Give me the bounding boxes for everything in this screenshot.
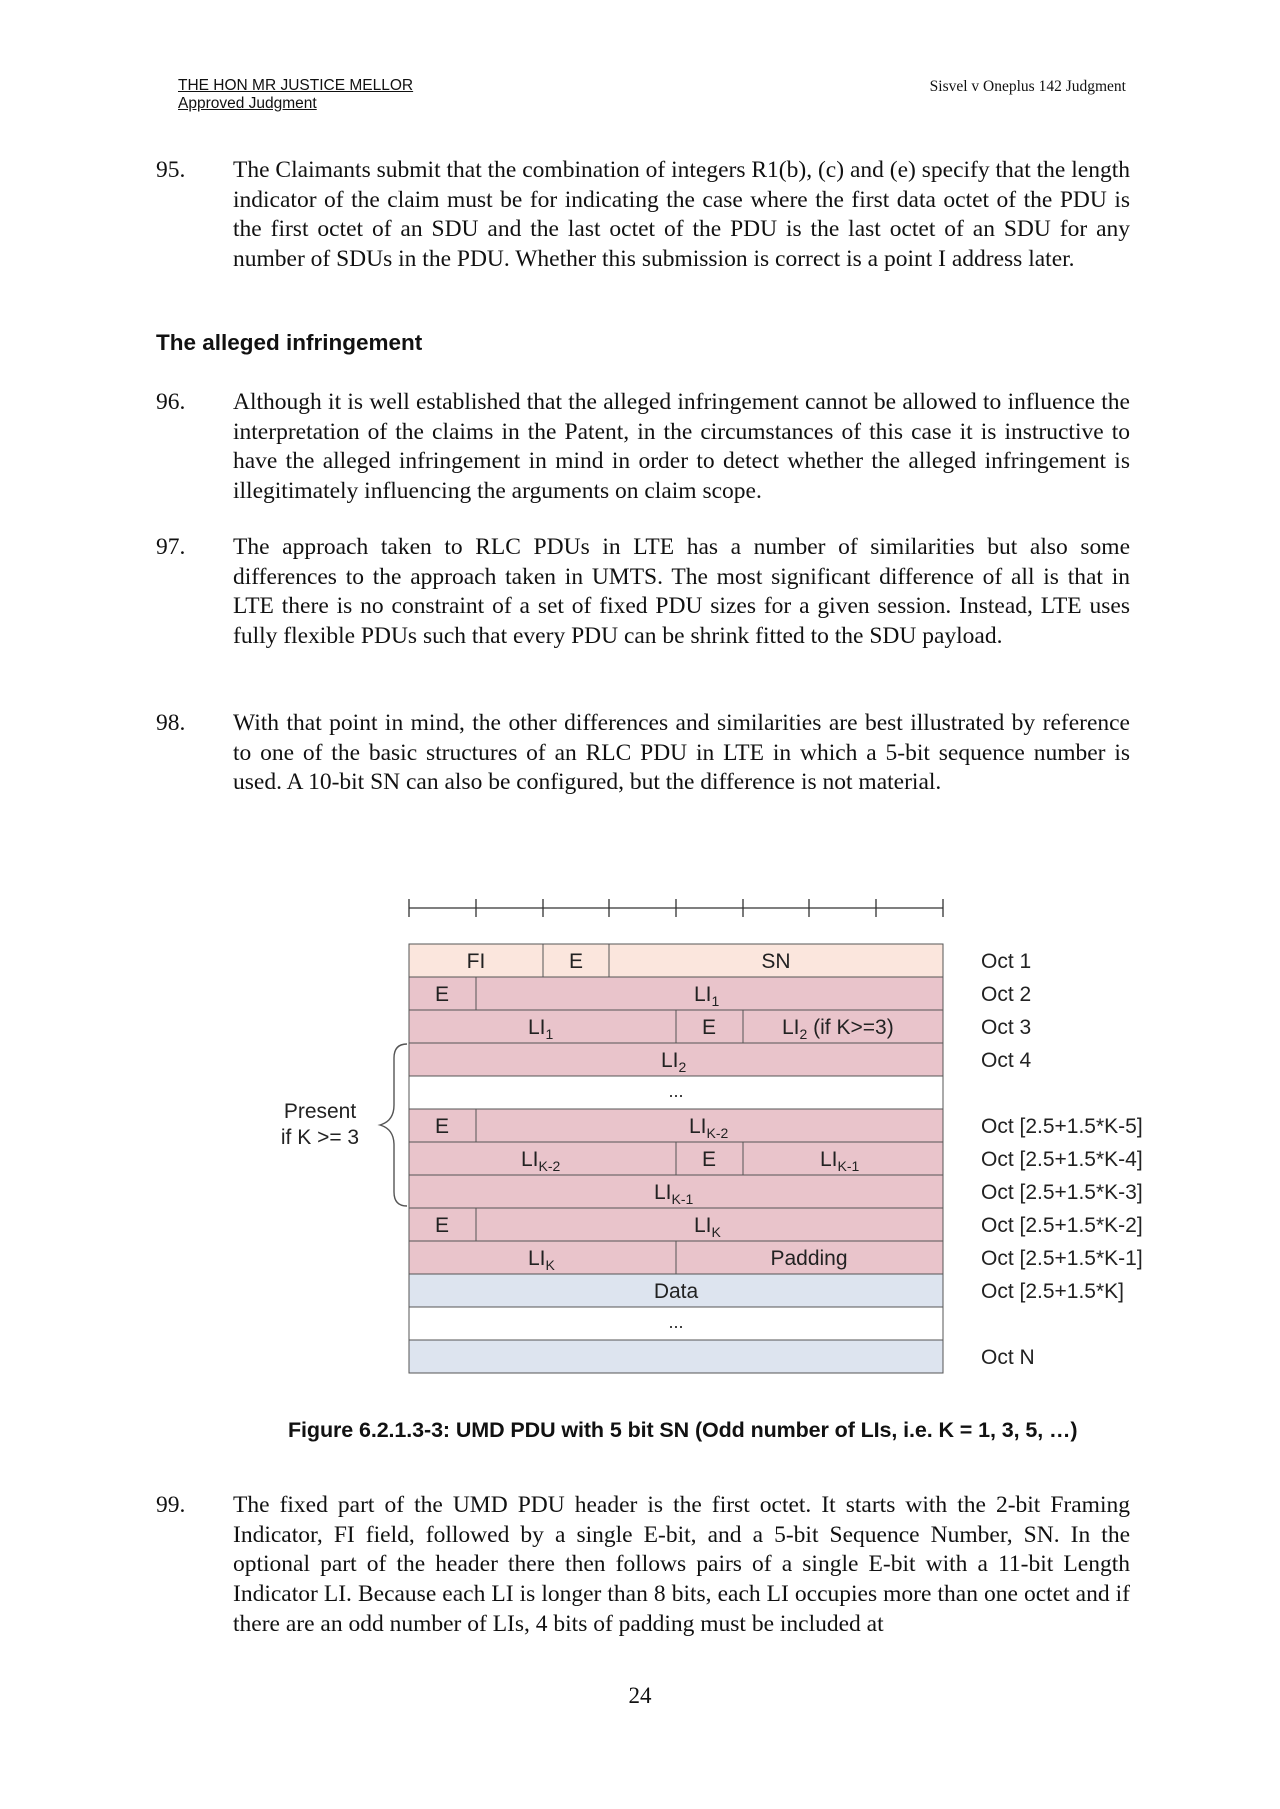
lik-field-oct-k2: $LI_K$ bbox=[694, 1214, 721, 1240]
e-bit-oct2: E bbox=[434, 983, 450, 1006]
ellipsis-data: ... bbox=[668, 1312, 684, 1332]
case-name: Sisvel v Oneplus 142 Judgment bbox=[929, 78, 1126, 95]
e-bit-oct3: E bbox=[701, 1016, 717, 1039]
paragraph-number: 99. bbox=[156, 1492, 186, 1518]
paragraph-number: 96. bbox=[156, 389, 186, 415]
row-octn bbox=[409, 1340, 943, 1373]
curly-brace bbox=[380, 1044, 407, 1206]
octet-label: Oct 2 bbox=[981, 983, 1032, 1006]
e-bit-oct-k4: E bbox=[701, 1148, 717, 1171]
li2-field-oct4: $LI_2$ bbox=[661, 1049, 687, 1075]
li1-field-oct3: $LI_1$ bbox=[528, 1016, 554, 1042]
figure-caption: Figure 6.2.1.3-3: UMD PDU with 5 bit SN (Odd number of LIs, i.e. K = 1, 3, 5, …) bbox=[288, 1418, 1078, 1442]
padding-field: Padding bbox=[770, 1247, 848, 1270]
octet-label: Oct 3 bbox=[981, 1016, 1032, 1039]
octet-label: Oct [2.5+1.5*K-2] bbox=[981, 1214, 1143, 1237]
lik-field-oct-k1: $LI_K$ bbox=[528, 1247, 555, 1273]
li1-field-oct2: $LI_1$ bbox=[694, 983, 720, 1009]
section-heading: The alleged infringement bbox=[156, 330, 423, 355]
data-field: Data bbox=[653, 1280, 699, 1303]
row-oct-k2 bbox=[409, 1208, 943, 1241]
e-bit-oct1: E bbox=[568, 950, 584, 973]
paragraph-99 bbox=[156, 1491, 1130, 1640]
octet-label: Oct 1 bbox=[981, 950, 1032, 973]
octet-label: Oct [2.5+1.5*K-3] bbox=[981, 1181, 1143, 1204]
li2-field-oct3: $LI_2$ (if K>=3) bbox=[782, 1016, 894, 1042]
e-bit-oct-k2: E bbox=[434, 1214, 450, 1237]
octet-label: Oct [2.5+1.5*K-1] bbox=[981, 1247, 1143, 1270]
e-bit-oct-k5: E bbox=[434, 1115, 450, 1138]
lik2-field-oct-k4: $LI_{K-2}$ bbox=[521, 1148, 561, 1174]
paragraph-number: 98. bbox=[156, 710, 186, 736]
paragraph-text: The Claimants submit that the combination of integers R1(b), (c) and (e) specify that the length indicator of the claim must be for indicating the case where the first data octet of the PDU is the first octet of an SDU and the last octet of the PDU is the last octet of an SDU for any number of SDUs in the PDU. Whether this submission is correct is a point I address later. bbox=[233, 157, 1130, 273]
octet-label: Oct N bbox=[981, 1346, 1035, 1369]
row-oct2 bbox=[409, 977, 943, 1010]
page-number: 24 bbox=[628, 1683, 652, 1708]
row-oct1 bbox=[409, 944, 943, 977]
paragraph-text: Although it is well established that the alleged infringement cannot be allowed to influence the interpretation of the claims in the Patent, in the circumstances of this case it is instructive to have the alleged infringement in mind in order to detect whether the alleged infringement is illegitimately influencing the arguments on claim scope. bbox=[233, 389, 1130, 505]
sn-field: SN bbox=[761, 950, 791, 973]
paragraph-number: 95. bbox=[156, 157, 186, 183]
paragraph-text: With that point in mind, the other differences and similarities are best illustrated by reference to one of the basic structures of an RLC PDU in LTE in which a 5-bit sequence number is used. A 10-bit SN can also be configured, but the difference is not material. bbox=[233, 710, 1130, 796]
lik1-field-oct-k4: $LI_{K-1}$ bbox=[820, 1148, 860, 1174]
lik1-field-oct-k3: $LI_{K-1}$ bbox=[654, 1181, 694, 1207]
octet-label: Oct [2.5+1.5*K-4] bbox=[981, 1148, 1143, 1171]
paragraph-number: 97. bbox=[156, 534, 186, 560]
paragraph-text: The fixed part of the UMD PDU header is the first octet. It starts with the 2-bit Framing Indicator, FI field, followed by a single E-bit, and a 5-bit Sequence Number, SN. In the optional part of the header there then follows pairs of a single E-bit with a 11-bit Length Indicator LI. Because each LI is longer than 8 bits, each LI occupies more than one octet and if there are an odd number of LIs, 4 bits of padding must be included at bbox=[233, 1492, 1130, 1637]
judgment-status: Approved Judgment bbox=[178, 95, 317, 112]
brace-label: if K >= 3 bbox=[280, 1126, 360, 1149]
lik2-field-oct-k5: $LI_{K-2}$ bbox=[689, 1115, 729, 1141]
brace-label: Present bbox=[283, 1100, 357, 1123]
fi-field: FI bbox=[466, 950, 486, 973]
ellipsis-header: ... bbox=[668, 1081, 684, 1101]
octet-label: Oct 4 bbox=[981, 1049, 1032, 1072]
bit-ruler bbox=[409, 899, 943, 917]
judge-name: THE HON MR JUSTICE MELLOR bbox=[178, 77, 414, 94]
octet-label: Oct [2.5+1.5*K] bbox=[981, 1280, 1125, 1303]
row-oct-k5 bbox=[409, 1109, 943, 1142]
octet-label: Oct [2.5+1.5*K-5] bbox=[981, 1115, 1143, 1138]
paragraph-text: The approach taken to RLC PDUs in LTE has a number of similarities but also some differences to the approach taken in UMTS. The most significant difference of all is that in LTE there is no constraint of a set of fixed PDU sizes for a given session. Instead, LTE uses fully flexible PDUs such that every PDU can be shrink fitted to the SDU payload. bbox=[233, 534, 1130, 650]
